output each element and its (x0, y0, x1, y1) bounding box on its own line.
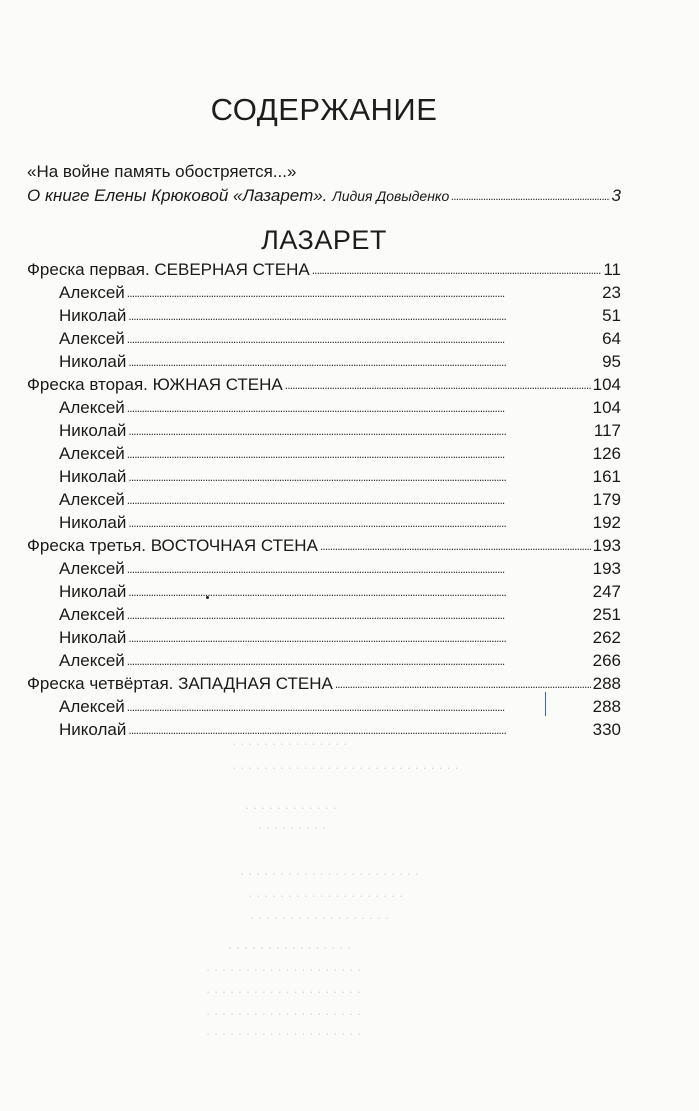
entry-label: Николай (59, 720, 127, 739)
page-number: 117 (593, 421, 621, 440)
toc-entry-chapter[interactable] (27, 649, 621, 672)
dot-leader (127, 556, 591, 581)
page-number: 193 (592, 536, 621, 555)
entry-label: Николай (59, 467, 127, 486)
entry-label: Алексей (59, 283, 125, 302)
dot-leader (127, 648, 591, 673)
dot-leader (128, 303, 600, 328)
toc-entry-chapter[interactable] (27, 580, 621, 603)
toc-entry-chapter[interactable] (27, 557, 621, 580)
toc-entry-chapter[interactable] (27, 718, 621, 741)
page-number: 288 (592, 697, 621, 716)
toc-entry-chapter[interactable] (27, 396, 621, 419)
dot-leader (128, 625, 590, 650)
toc-entry-chapter[interactable] (27, 327, 621, 350)
intro-author: Лидия Довыденко (332, 188, 450, 204)
page-number: 64 (602, 329, 621, 348)
dot-leader (128, 349, 600, 374)
page-number: 126 (592, 444, 621, 463)
entry-label: Фреска четвёртая. ЗАПАДНАЯ СТЕНА (27, 674, 333, 693)
entry-label: Николай (59, 306, 127, 325)
dot-leader (335, 671, 591, 696)
page-number: 11 (603, 260, 621, 279)
page-title: СОДЕРЖАНИЕ (210, 92, 438, 127)
dot-leader (320, 533, 591, 558)
toc-list (27, 258, 621, 741)
toc-entry-fresco-1[interactable] (27, 258, 621, 281)
dot-leader (127, 602, 591, 627)
entry-label: Николай (59, 513, 127, 532)
toc-entry-chapter[interactable] (27, 419, 621, 442)
page-number: 266 (592, 651, 621, 670)
toc-entry-chapter[interactable] (27, 626, 621, 649)
intro-article-label: О книге Елены Крюковой «Лазарет». Лидия Довыденко (27, 186, 450, 205)
dot-leader (127, 441, 591, 466)
toc-entry-chapter[interactable] (27, 695, 621, 718)
entry-label: Николай (59, 628, 127, 647)
toc-entry-chapter[interactable] (27, 442, 621, 465)
entry-label: Алексей (59, 490, 125, 509)
entry-label: Николай (59, 352, 127, 371)
dot-leader (127, 395, 591, 420)
dot-leader (312, 257, 602, 282)
page-number: 104 (592, 375, 621, 394)
page-number: 247 (592, 582, 621, 601)
dot-leader (128, 510, 590, 535)
toc-entry-chapter[interactable] (27, 304, 621, 327)
entry-label: Алексей (59, 559, 125, 578)
dot-leader (127, 487, 591, 512)
page-number: 192 (592, 513, 621, 532)
page-number: 288 (592, 674, 621, 693)
intro-quote: «На войне память обостряется...» (27, 162, 297, 181)
entry-label: Фреска вторая. ЮЖНАЯ СТЕНА (27, 375, 283, 394)
bleed-through-text: · · · · · · · · · · · · · · · · · · · · · · · · · · · · · · · · · · · · · · · · · · · · · · · · · · · · · · · · · · · · · · · · · · · · · · · · · · · · · · · · · · · · · · · · · · · · · · · · · · · · · · · · · · · · · · · · · · · · · · · · · · · · · · · · · · · · · · · · · · · · · · · · · · · · · · · · · · · · · · · · · · · · · · · · · · · · · · · · · · · · · · · · · · · · · · · · · · · · · · · · · · · · · · · · · · · · · · · · · · · · · · (206, 736, 459, 1041)
toc-entry-chapter[interactable] (27, 465, 621, 488)
dot-leader (285, 372, 591, 397)
intro-article-entry[interactable] (27, 184, 621, 207)
entry-label: Алексей (59, 605, 125, 624)
dot-leader (128, 579, 590, 604)
page-number: 3 (611, 186, 621, 205)
page-number: 161 (592, 467, 621, 486)
page-number: 193 (592, 559, 621, 578)
entry-label: Николай (59, 582, 127, 601)
section-title: ЛАЗАРЕТ (261, 225, 387, 255)
dot-leader (127, 326, 600, 351)
toc-entry-fresco-4[interactable] (27, 672, 621, 695)
toc-entry-chapter[interactable] (27, 350, 621, 373)
toc-entry-fresco-2[interactable] (27, 373, 621, 396)
page-number: 23 (602, 283, 621, 302)
page-number: 330 (592, 720, 621, 739)
dot-leader (128, 464, 590, 489)
entry-label: Алексей (59, 697, 125, 716)
toc-entry-fresco-3[interactable] (27, 534, 621, 557)
pen-mark (545, 692, 546, 716)
entry-label: Фреска третья. ВОСТОЧНАЯ СТЕНА (27, 536, 318, 555)
entry-label: Алексей (59, 651, 125, 670)
toc-entry-chapter[interactable] (27, 488, 621, 511)
entry-label: Алексей (59, 398, 125, 417)
page-number: 51 (602, 306, 621, 325)
entry-label: Николай (59, 421, 127, 440)
page-number: 104 (592, 398, 621, 417)
toc-entry-chapter[interactable] (27, 603, 621, 626)
entry-label: Фреска первая. СЕВЕРНАЯ СТЕНА (27, 260, 310, 279)
page-number: 179 (592, 490, 621, 509)
dot-leader (128, 418, 592, 443)
entry-label: Алексей (59, 444, 125, 463)
dot-leader (128, 717, 590, 742)
toc-entry-chapter[interactable] (27, 281, 621, 304)
page-number: 262 (592, 628, 621, 647)
intro-entry (27, 160, 621, 207)
page-number: 95 (602, 352, 621, 371)
dot-leader (127, 280, 600, 305)
dot-leader (451, 183, 609, 208)
page-number: 251 (592, 605, 621, 624)
entry-label: Алексей (59, 329, 125, 348)
print-speck (206, 596, 209, 599)
dot-leader (127, 694, 591, 719)
toc-entry-chapter[interactable] (27, 511, 621, 534)
